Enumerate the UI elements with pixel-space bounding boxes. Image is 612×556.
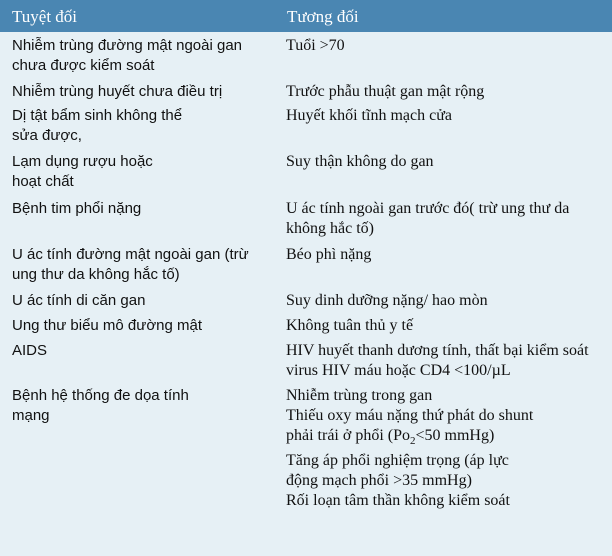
relative-item-liver-infection: Nhiễm trùng trong gan <box>286 387 433 404</box>
cell-absolute: U ác tính đường mật ngoài gan (trừ ung thư da không hắc tố) <box>12 246 249 283</box>
cell-absolute: Lạm dụng rượu hoặc hoạt chất <box>12 153 153 190</box>
cell-relative: U ác tính ngoài gan trước đó( trừ ung thư da không hắc tố) <box>286 200 570 237</box>
cell-relative: HIV huyết thanh dương tính, thất bại kiểm soát virus HIV máu hoặc CD4 <100/µL <box>286 342 589 379</box>
cell-absolute: Ung thư biểu mô đường mật <box>12 317 203 334</box>
cell-relative: Tuổi >70 <box>286 37 345 54</box>
cell-relative: Huyết khối tĩnh mạch cửa <box>286 107 452 124</box>
hypoxemia-subscript: 2 <box>410 435 416 448</box>
table-header <box>0 0 612 32</box>
cell-relative: Suy dinh dưỡng nặng/ hao mòn <box>286 292 488 309</box>
header-absolute: Tuyệt đối <box>12 7 78 26</box>
cell-absolute: U ác tính di căn gan <box>12 292 146 309</box>
cell-absolute: Bệnh hệ thống đe dọa tính mạng <box>12 387 189 424</box>
relative-item-hypoxemia <box>286 406 536 451</box>
relative-item-pulmonary-hypertension: Tăng áp phổi nghiệm trọng (áp lực động mạch phổi >35 mmHg) <box>286 452 509 490</box>
cell-absolute: Nhiễm trùng huyết chưa điều trị <box>12 83 223 100</box>
relative-item-psychiatric: Rối loạn tâm thần không kiểm soát <box>286 492 510 510</box>
header-relative: Tương đối <box>287 7 359 26</box>
cell-absolute: AIDS <box>12 342 48 359</box>
cell-relative: Không tuân thủ y tế <box>286 317 414 334</box>
cell-absolute: Dị tật bẩm sinh không thể sửa được, <box>12 107 183 144</box>
cell-relative: Béo phì nặng <box>286 246 372 263</box>
cell-relative: Suy thận không do gan <box>286 153 434 170</box>
hypoxemia-text: Thiếu oxy máu nặng thứ phát do shunt phải trái ở phổi (Po <box>286 407 534 444</box>
cell-relative-list <box>286 386 608 511</box>
cell-absolute: Nhiễm trùng đường mật ngoài gan chưa được kiểm soát <box>12 37 243 74</box>
hypoxemia-text-end: <50 mmHg) <box>415 427 495 444</box>
cell-relative: Trước phẫu thuật gan mật rộng <box>286 83 485 100</box>
cell-absolute: Bệnh tim phổi nặng <box>12 200 142 217</box>
